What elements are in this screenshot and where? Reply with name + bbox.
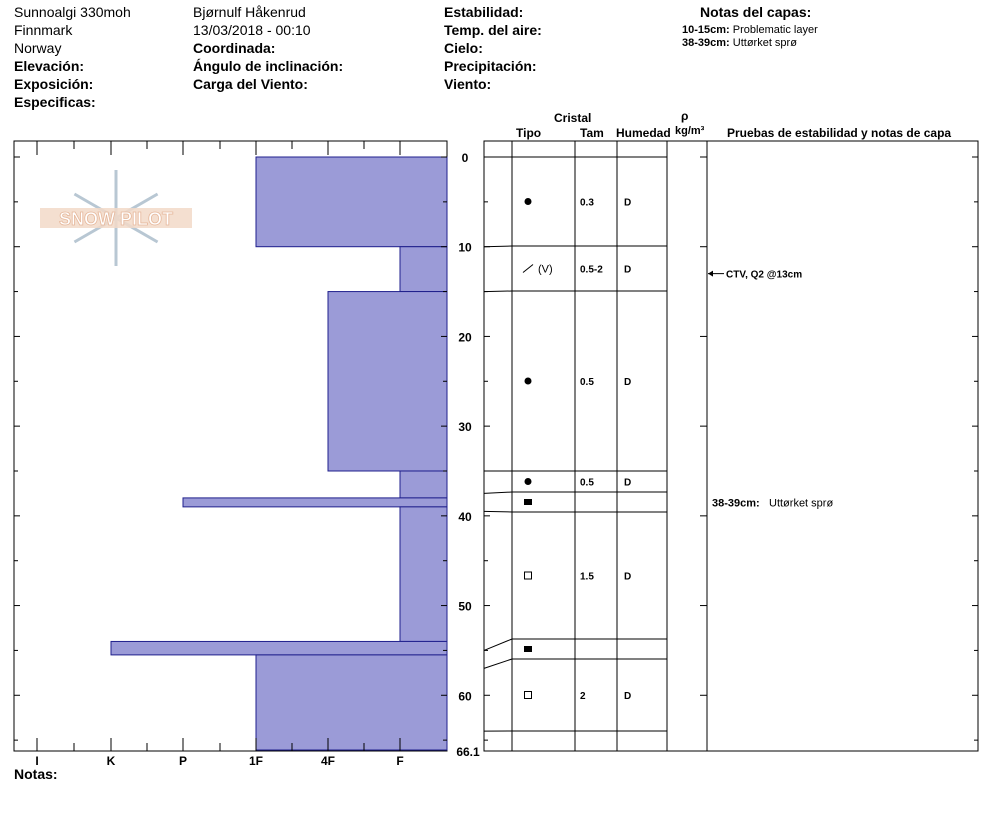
wind-loading-label: Carga del Viento:: [193, 76, 308, 92]
crystal-header: Cristal: [554, 111, 592, 125]
depth-tick-label: 40: [458, 509, 472, 524]
notes-label: Notas:: [14, 766, 58, 782]
hardness-tick-label: P: [178, 754, 188, 768]
hardness-bar: [400, 507, 447, 642]
crystal-filled-square-symbol: [524, 646, 532, 652]
depth-tick-label: 50: [458, 599, 472, 614]
region: Finnmark: [14, 22, 73, 38]
hardness-tick-label: K: [106, 754, 116, 768]
hardness-bar: [328, 292, 447, 471]
slope-angle-label: Ángulo de inclinación:: [193, 58, 344, 74]
moisture-header: Humedad: [616, 126, 671, 140]
depth-tick-label: 20: [458, 330, 472, 345]
tests-header: Pruebas de estabilidad y notas de capa: [727, 126, 952, 140]
crystal-size: 1.5: [580, 571, 594, 583]
crystal-size: 0.3: [580, 197, 594, 209]
precipitation-label: Precipitación:: [444, 58, 537, 74]
crystal-moisture: D: [624, 197, 632, 209]
logo-text: SNOW PILOT: [59, 209, 173, 229]
crystal-moisture: D: [624, 377, 632, 388]
crystal-size: 0.5: [580, 377, 594, 388]
hardness-bar: [400, 247, 447, 292]
layer-note-1-text: Problematic layer: [732, 24, 818, 36]
crystal-dot-symbol: [525, 378, 532, 385]
depth-tick-label: 30: [458, 420, 472, 435]
wind-label: Viento:: [444, 76, 492, 92]
stability-label: Estabilidad:: [444, 4, 524, 20]
layer-notes-title: Notas del capas:: [700, 4, 812, 20]
type-header: Tipo: [516, 126, 542, 140]
hardness-bar: [256, 157, 447, 247]
hardness-bar: [183, 498, 447, 507]
crystal-size: 2: [580, 691, 586, 702]
aspect-label: Exposición:: [14, 76, 94, 92]
crystal-size: 0.5-2: [580, 264, 603, 276]
crystal-slash-symbol: [523, 265, 533, 273]
crystal-open-square-symbol: [525, 692, 532, 699]
density-unit: kg/m³: [675, 125, 705, 137]
location: Sunnoalgi 330moh: [14, 4, 131, 20]
size-header: Tam: [580, 126, 604, 140]
observer: Bjørnulf Håkenrud: [193, 4, 306, 20]
coordinates-label: Coordinada:: [193, 40, 276, 56]
hardness-tick-label: 1F: [248, 754, 264, 768]
stability-test-arrowhead: [708, 271, 713, 277]
crystal-moisture: D: [624, 691, 632, 702]
layer-connector: [484, 639, 512, 650]
depth-tick-label: 0: [461, 151, 469, 165]
crystal-paren-symbol: (V): [538, 263, 553, 276]
crystal-moisture: D: [624, 264, 632, 276]
stability-test-label: CTV, Q2 @13cm: [726, 269, 803, 281]
hardness-tick-label: F: [396, 754, 404, 768]
layer-note-2-text: Uttørket sprø: [732, 37, 797, 49]
hardness-bar: [256, 655, 447, 750]
hardness-tick-label: I: [35, 754, 39, 768]
air-temp-label: Temp. del aire:: [444, 22, 542, 38]
depth-max-label: 66.1: [456, 745, 480, 759]
depth-tick-label: 10: [458, 240, 472, 255]
side-note-text: Uttørket sprø: [769, 497, 834, 510]
sky-label: Cielo:: [444, 40, 483, 56]
crystal-open-square-symbol: [525, 572, 532, 579]
hardness-tick-label: 4F: [320, 754, 336, 768]
country: Norway: [14, 40, 62, 56]
depth-tick-label: 60: [458, 689, 472, 704]
crystal-dot-symbol: [525, 198, 532, 205]
side-note-range: 38-39cm:: [712, 497, 760, 510]
layer-note-2-range: 38-39cm:: [682, 37, 730, 49]
hardness-bar: [400, 471, 447, 498]
crystal-dot-symbol: [525, 478, 532, 485]
crystal-moisture: D: [624, 571, 632, 583]
layer-connector: [484, 492, 512, 493]
hardness-bar: [111, 641, 447, 654]
layer-note-1-range: 10-15cm:: [682, 24, 730, 36]
elevation-label: Elevación:: [14, 58, 85, 74]
layer-connector: [484, 291, 512, 292]
layer-connector: [484, 511, 512, 512]
specifics-label: Especificas:: [14, 94, 96, 110]
layer-connector: [484, 246, 512, 247]
crystal-filled-square-symbol: [524, 499, 532, 505]
rho-header: ρ: [681, 109, 689, 123]
layer-connector: [484, 659, 512, 668]
datetime: 13/03/2018 - 00:10: [193, 22, 311, 38]
crystal-size: 0.5: [580, 477, 594, 489]
crystal-moisture: D: [624, 477, 632, 489]
